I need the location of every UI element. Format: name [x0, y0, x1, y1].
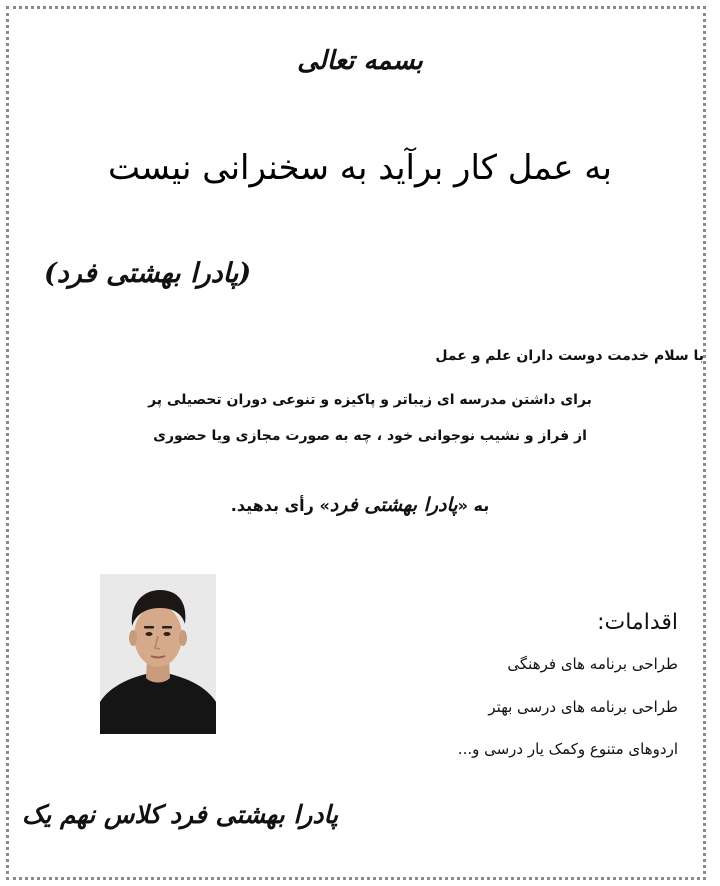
candidate-name: (پادرا بهشتی فرد) — [44, 258, 252, 289]
intro-line-1: برای داشتن مدرسه ای زیباتر و پاکیزه و تنوعی دوران تحصیلی پر — [148, 392, 592, 408]
candidate-photo — [100, 574, 216, 734]
action-item-camps: اردوهای متنوع وکمک یار درسی و... — [457, 740, 678, 758]
vote-suffix: » رأی بدهید. — [230, 496, 330, 515]
vote-candidate-name: پادرا بهشتی فرد — [329, 494, 458, 516]
vote-prefix: به « — [457, 496, 490, 515]
intro-line-2: از فراز و نشیب نوجوانی خود ، چه به صورت مجازی ویا حضوری — [153, 428, 587, 444]
actions-title: اقدامات: — [597, 610, 678, 635]
footer-signature: پادرا بهشتی فرد کلاس نهم یک — [22, 800, 339, 829]
action-item-cultural: طراحی برنامه های فرهنگی — [507, 655, 678, 673]
bismillah-heading: بسمه تعالی — [297, 46, 423, 76]
action-item-curriculum: طراحی برنامه های درسی بهتر — [488, 698, 678, 716]
greeting-text: با سلام خدمت دوست داران علم و عمل — [435, 348, 704, 364]
vote-line — [0, 494, 720, 516]
headline-slogan: به عمل کار برآید به سخنرانی نیست — [107, 148, 612, 188]
